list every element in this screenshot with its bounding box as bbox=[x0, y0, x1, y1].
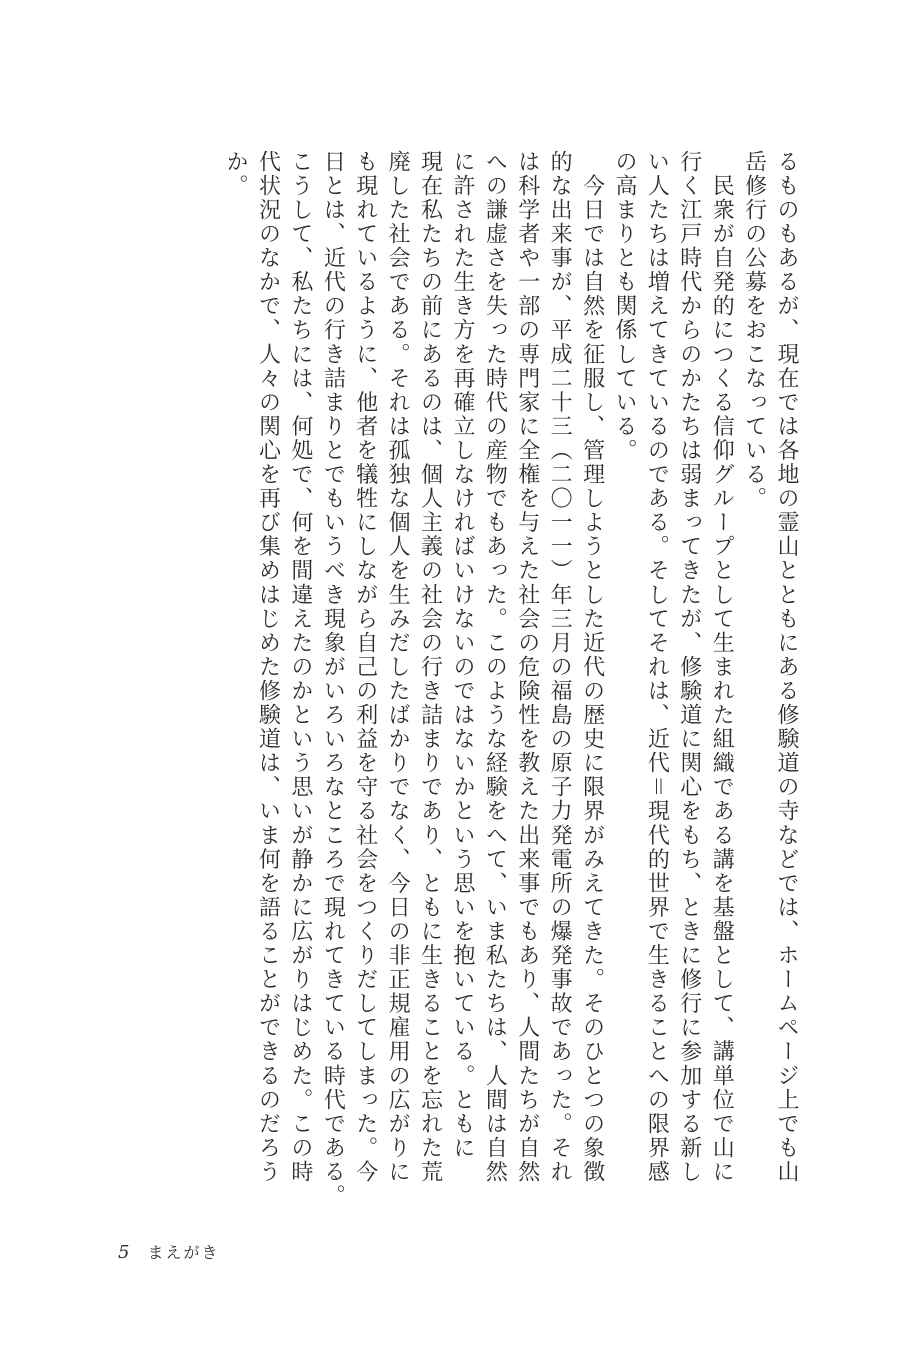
page-footer bbox=[118, 1240, 219, 1263]
text-line: 岳修行の公募をおこなっている。 bbox=[741, 150, 767, 511]
text-line: 民衆が自発的につくる信仰グループとして生まれた組織である講を基盤として、講単位で山に bbox=[709, 150, 735, 1185]
text-line: 日とは、近代の行き詰まりとでもいうべき現象がいろいろなところで現れてきている時代である。 bbox=[320, 150, 346, 1209]
text-line: は科学者や一部の専門家に全権を与えた社会の危険性を教えた出来事でもあり、人間たちが自然 bbox=[514, 150, 540, 1185]
text-line: も現れているように、他者を犠牲にしながら自己の利益を守る社会をつくりだしてしまった。今 bbox=[352, 150, 378, 1185]
running-head: まえがき bbox=[147, 1243, 220, 1262]
text-line: るものもあるが、現在では各地の霊山とともにある修験道の寺などでは、ホームページ上でも山 bbox=[774, 150, 799, 1185]
text-line: の高まりとも関係している。 bbox=[611, 150, 637, 463]
text-line: 今日では自然を征服し、管理しようとした近代の歴史に限界がみえてきた。そのひとつの象徴 bbox=[579, 150, 605, 1185]
body-text bbox=[219, 150, 802, 1209]
text-line: 現在私たちの前にあるのは、個人主義の社会の行き詰まりであり、ともに生きることを忘れた荒 bbox=[417, 150, 443, 1185]
text-line: 的な出来事が、平成二十三（二〇一一）年三月の福島の原子力発電所の爆発事故であった。それ bbox=[547, 150, 573, 1185]
text-line: に許された生き方を再確立しなければいけないのではないかという思いを抱いている。ともに bbox=[449, 150, 475, 1161]
text-line: 廃した社会である。それは孤独な個人を生みだしたばかりでなく、今日の非正規雇用の広がりに bbox=[385, 150, 411, 1185]
text-line: こうして、私たちには、何処で、何を間違えたのかという思いが静かに広がりはじめた。この時 bbox=[287, 150, 313, 1185]
text-line: 行く江戸時代からのかたちは弱まってきたが、修験道に関心をもち、ときに修行に参加する新し bbox=[676, 150, 702, 1185]
page-number: 5 bbox=[118, 1242, 130, 1263]
text-line: い人たちは増えてきているのである。そしてそれは、近代＝現代的世界で生きることへの限界感 bbox=[644, 150, 670, 1185]
text-line: 代状況のなかで、人々の関心を再び集めはじめた修験道は、いま何を語ることができるのだろう bbox=[255, 150, 281, 1185]
text-line: への謙虚さを失った時代の産物でもあった。このような経験をへて、いま私たちは、人間は自然 bbox=[482, 150, 508, 1185]
text-line: か。 bbox=[223, 150, 249, 199]
